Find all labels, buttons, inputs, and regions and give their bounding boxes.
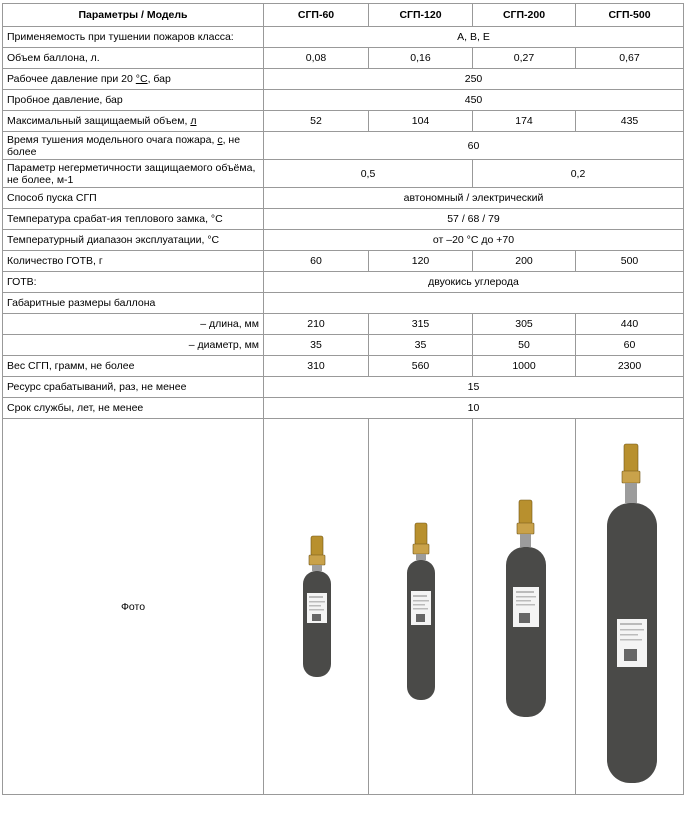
row-weight xyxy=(3,356,684,377)
row-label: Пробное давление, бар xyxy=(3,90,264,111)
row-length xyxy=(3,314,684,335)
row-test-pressure xyxy=(3,90,684,111)
cell: 35 xyxy=(264,335,369,356)
header-model-2: СГП-120 xyxy=(369,4,473,27)
label-text: Время тушения модельного очага пожара, xyxy=(7,133,218,146)
row-label: Параметр негерметичности защищаемого объёма, не более, м-1 xyxy=(3,160,264,188)
cell: 104 xyxy=(369,111,473,132)
cell: 35 xyxy=(369,335,473,356)
row-label: Количество ГОТВ, г xyxy=(3,251,264,272)
row-value: 10 xyxy=(264,398,684,419)
row-resource xyxy=(3,377,684,398)
row-value-a: 0,5 xyxy=(264,160,473,188)
row-value-b: 0,2 xyxy=(473,160,684,188)
photo-cell-4 xyxy=(576,419,684,795)
row-label: Вес СГП, грамм, не более xyxy=(3,356,264,377)
header-model-4: СГП-500 xyxy=(576,4,684,27)
row-value: от –20 °C до +70 xyxy=(264,230,684,251)
cell: 0,08 xyxy=(264,48,369,69)
label-unit: °C xyxy=(135,73,148,85)
cell: 305 xyxy=(473,314,576,335)
row-label: Фото xyxy=(3,419,264,795)
cell: 315 xyxy=(369,314,473,335)
row-label: Срок службы, лет, не менее xyxy=(3,398,264,419)
cylinder-120-image xyxy=(369,419,473,794)
row-label: ГОТВ: xyxy=(3,272,264,293)
row-label: Габаритные размеры баллона xyxy=(3,293,264,314)
row-value-empty xyxy=(264,293,684,314)
row-leak-param xyxy=(3,160,684,188)
row-label: Способ пуска СГП xyxy=(3,188,264,209)
cell: 2300 xyxy=(576,356,684,377)
cylinder-60-image xyxy=(264,419,369,794)
row-temp-range xyxy=(3,230,684,251)
cell: 60 xyxy=(576,335,684,356)
row-label xyxy=(3,132,264,160)
cell: 210 xyxy=(264,314,369,335)
row-max-volume xyxy=(3,111,684,132)
row-volume xyxy=(3,48,684,69)
cylinder-200 xyxy=(506,500,546,717)
cell: 120 xyxy=(369,251,473,272)
cell: 310 xyxy=(264,356,369,377)
cell: 560 xyxy=(369,356,473,377)
spec-table xyxy=(2,3,684,795)
cylinder-500 xyxy=(607,444,657,783)
cell: 435 xyxy=(576,111,684,132)
row-value: 15 xyxy=(264,377,684,398)
label-text: , не более xyxy=(7,133,241,158)
row-label xyxy=(3,111,264,132)
row-service-life xyxy=(3,398,684,419)
row-diameter xyxy=(3,335,684,356)
row-gotv xyxy=(3,272,684,293)
row-dimensions xyxy=(3,293,684,314)
cell: 50 xyxy=(473,335,576,356)
row-value: 250 xyxy=(264,69,684,90)
row-label: Объем баллона, л. xyxy=(3,48,264,69)
cylinder-120 xyxy=(407,523,435,700)
cell: 52 xyxy=(264,111,369,132)
row-value: 57 / 68 / 79 xyxy=(264,209,684,230)
row-ext-time xyxy=(3,132,684,160)
row-value: A, B, E xyxy=(264,27,684,48)
label-text: , бар xyxy=(147,73,171,85)
cell: 174 xyxy=(473,111,576,132)
row-label: Применяемость при тушении пожаров класса: xyxy=(3,27,264,48)
row-label: Температурный диапазон эксплуатации, °C xyxy=(3,230,264,251)
row-gotv-qty xyxy=(3,251,684,272)
row-label xyxy=(3,69,264,90)
row-start-method xyxy=(3,188,684,209)
cell: 60 xyxy=(264,251,369,272)
cell: 500 xyxy=(576,251,684,272)
photo-cell-3 xyxy=(473,419,576,795)
photo-cell-2 xyxy=(369,419,473,795)
label-text: Максимальный защищаемый объем, xyxy=(7,115,191,127)
row-label: – длина, мм xyxy=(3,314,264,335)
row-trigger-temp xyxy=(3,209,684,230)
cell: 440 xyxy=(576,314,684,335)
cell: 0,27 xyxy=(473,48,576,69)
row-value: 450 xyxy=(264,90,684,111)
header-row xyxy=(3,4,684,27)
header-model-1: СГП-60 xyxy=(264,4,369,27)
label-text: Рабочее давление при 20 xyxy=(7,73,136,85)
header-model-3: СГП-200 xyxy=(473,4,576,27)
cell: 0,67 xyxy=(576,48,684,69)
cell: 0,16 xyxy=(369,48,473,69)
row-label: Температура срабат-ия теплового замка, °C xyxy=(3,209,264,230)
row-label: Ресурс срабатываний, раз, не менее xyxy=(3,377,264,398)
label-unit: л xyxy=(190,115,197,127)
header-param: Параметры / Модель xyxy=(3,4,264,27)
row-work-pressure xyxy=(3,69,684,90)
row-fire-class xyxy=(3,27,684,48)
photo-cell-1 xyxy=(264,419,369,795)
cylinder-60 xyxy=(303,536,331,677)
cell: 1000 xyxy=(473,356,576,377)
row-label: – диаметр, мм xyxy=(3,335,264,356)
row-value: автономный / электрический xyxy=(264,188,684,209)
label-unit: с xyxy=(217,133,223,146)
row-photo xyxy=(3,419,684,795)
row-value: 60 xyxy=(264,132,684,160)
row-value: двуокись углерода xyxy=(264,272,684,293)
cylinder-200-image xyxy=(473,419,576,794)
cell: 200 xyxy=(473,251,576,272)
cylinder-500-image xyxy=(576,419,684,794)
